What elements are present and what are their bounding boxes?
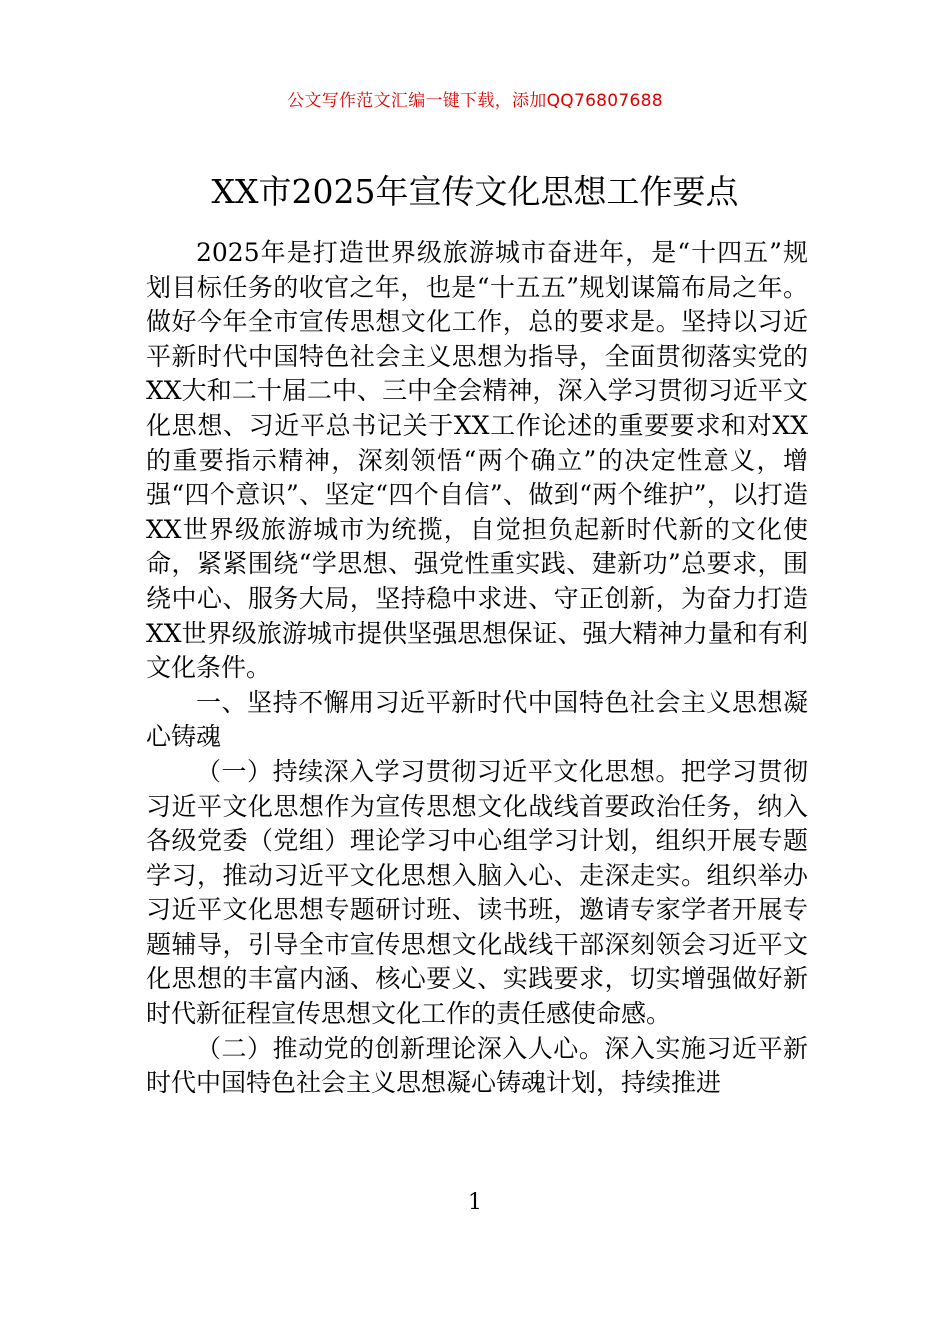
download-banner: 公文写作范文汇编一键下载，添加QQ76807688 [287, 91, 663, 111]
document-body [146, 236, 808, 1101]
page-number: 1 [468, 1190, 482, 1215]
subsection-paragraph-1: （一）持续深入学习贯彻习近平文化思想。把学习贯彻习近平文化思想作为宣传思想文化战线首要政治任务，纳入各级党委（党组）理论学习中心组学习计划，组织开展专题学习，推动习近平文化思想入脑入心、走深走实。组织举办习近平文化思想专题研讨班、读书班，邀请专家学者开展专题辅导，引导全市宣传思想文化战线干部深刻领会习近平文化思想的丰富内涵、核心要义、实践要求，切实增强做好新时代新征程宣传思想文化工作的责任感使命感。 [146, 756, 808, 1029]
section-heading-1: 一、坚持不懈用习近平新时代中国特色社会主义思想凝心铸魂 [146, 687, 808, 752]
subsection-paragraph-2: （二）推动党的创新理论深入人心。深入实施习近平新时代中国特色社会主义思想凝心铸魂计划，持续推进 [146, 1033, 808, 1098]
intro-paragraph: 2025年是打造世界级旅游城市奋进年，是“十四五”规划目标任务的收官之年，也是“十五五”规划谋篇布局之年。做好今年全市宣传思想文化工作，总的要求是。坚持以习近平新时代中国特色社会主义思想为指导，全面贯彻落实党的XX大和二十届二中、三中全会精神，深入学习贯彻习近平文化思想、习近平总书记关于XX工作论述的重要要求和对XX的重要指示精神，深刻领悟“两个确立”的决定性意义，增强“四个意识”、坚定“四个自信”、做到“两个维护”，以打造XX世界级旅游城市为统揽，自觉担负起新时代新的文化使命，紧紧围绕“学思想、强党性重实践、建新功”总要求，围绕中心、服务大局，坚持稳中求进、守正创新，为奋力打造XX世界级旅游城市提供坚强思想保证、强大精神力量和有利文化条件。 [146, 238, 808, 683]
document-title: XX市2025年宣传文化思想工作要点 [211, 172, 739, 211]
